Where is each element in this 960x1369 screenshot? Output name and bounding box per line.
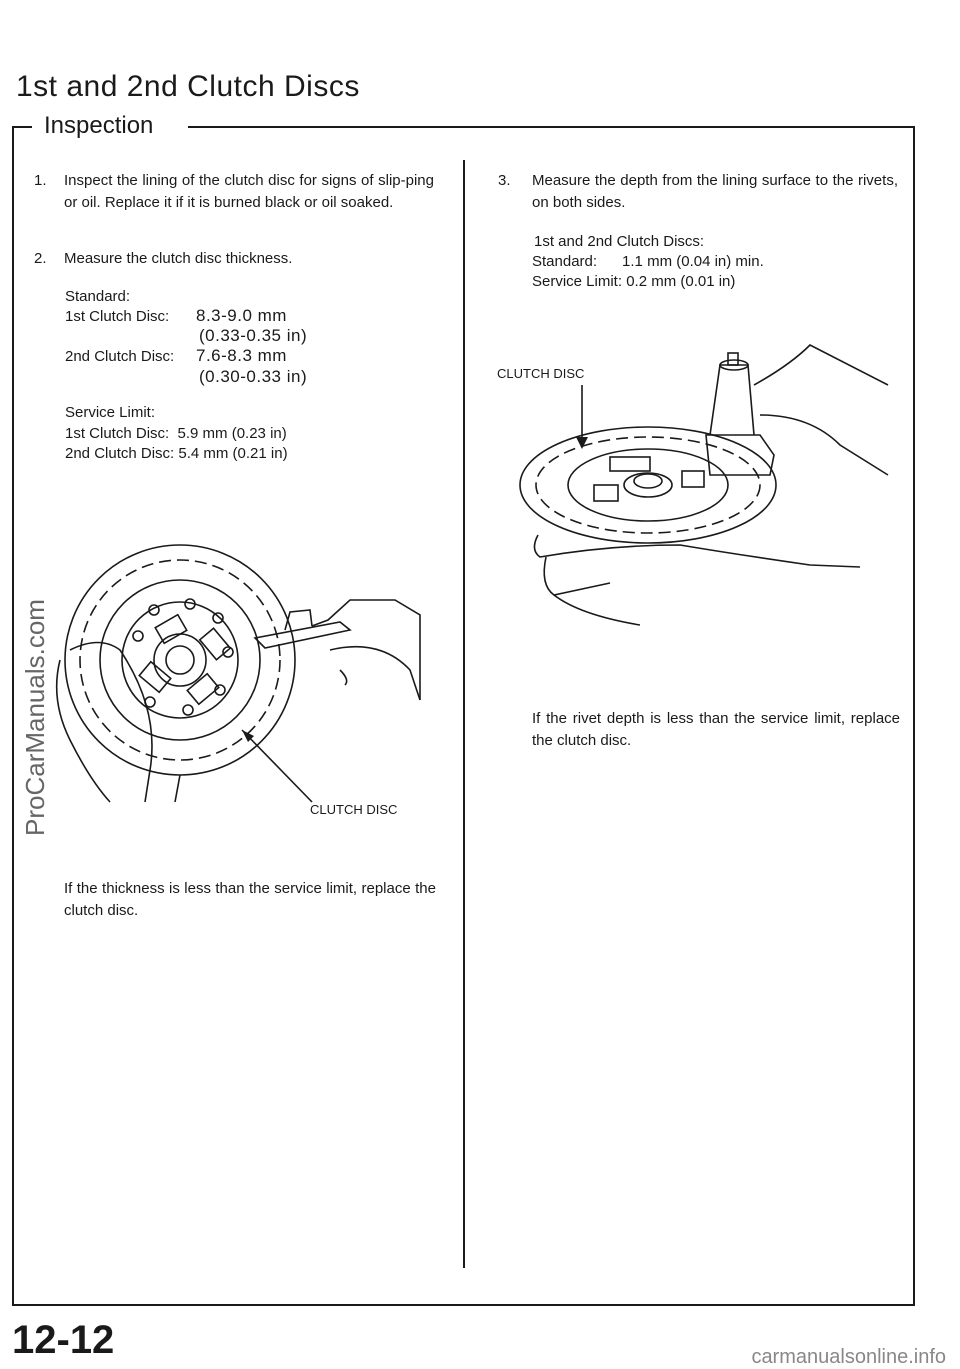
watermark-left: ProCarManuals.com xyxy=(20,599,50,836)
figure-caption-clutch-disc: CLUTCH DISC xyxy=(497,366,585,381)
clutch-disc-depth-gauge-illustration xyxy=(510,345,890,635)
step-text: Measure the clutch disc thickness. xyxy=(64,250,293,267)
step-text: Inspect the lining of the clutch disc for signs of slip-ping or oil. Replace it if it is burned black or oil soaked. xyxy=(64,172,434,211)
standard-second-label: 2nd Clutch Disc: xyxy=(65,348,175,365)
frame-top-left-rule xyxy=(12,126,32,128)
service-limit-heading: Service Limit: xyxy=(65,404,156,421)
standard-heading: Standard: xyxy=(65,288,131,305)
step-number: 3. xyxy=(498,172,511,189)
page-title: 1st and 2nd Clutch Discs xyxy=(16,70,360,103)
step-number: 2. xyxy=(34,250,47,267)
note-rivet-depth: If the rivet depth is less than the service limit, replace the clutch disc. xyxy=(532,710,900,749)
frame-top-right-rule xyxy=(188,126,915,128)
watermark-bottom: carmanualsonline.info xyxy=(751,1346,946,1368)
rivet-spec-standard: Standard: 1.1 mm (0.04 in) min. xyxy=(532,253,764,270)
standard-first-value-in: (0.33-0.35 in) xyxy=(199,326,308,345)
standard-first-label: 1st Clutch Disc: xyxy=(65,308,170,325)
step-number: 1. xyxy=(34,172,47,189)
standard-first-value: 8.3-9.0 mm xyxy=(196,306,287,325)
section-heading: Inspection xyxy=(44,112,163,140)
clutch-disc-caliper-illustration xyxy=(50,540,440,810)
standard-second-value: 7.6-8.3 mm xyxy=(196,346,287,365)
service-limit-second: 2nd Clutch Disc: 5.4 mm (0.21 in) xyxy=(65,445,288,462)
rivet-spec-service-limit: Service Limit: 0.2 mm (0.01 in) xyxy=(532,273,736,290)
standard-second-value-in: (0.30-0.33 in) xyxy=(199,367,308,386)
rivet-spec-heading: 1st and 2nd Clutch Discs: xyxy=(534,233,705,250)
step-text: Measure the depth from the lining surface to the rivets, on both sides. xyxy=(532,172,898,211)
service-limit-first: 1st Clutch Disc: 5.9 mm (0.23 in) xyxy=(65,425,287,442)
figure-caption-clutch-disc: CLUTCH DISC xyxy=(310,802,398,817)
page-number: 12-12 xyxy=(12,1318,115,1362)
note-thickness: If the thickness is less than the service limit, replace the clutch disc. xyxy=(64,880,436,919)
column-divider xyxy=(463,160,465,1268)
